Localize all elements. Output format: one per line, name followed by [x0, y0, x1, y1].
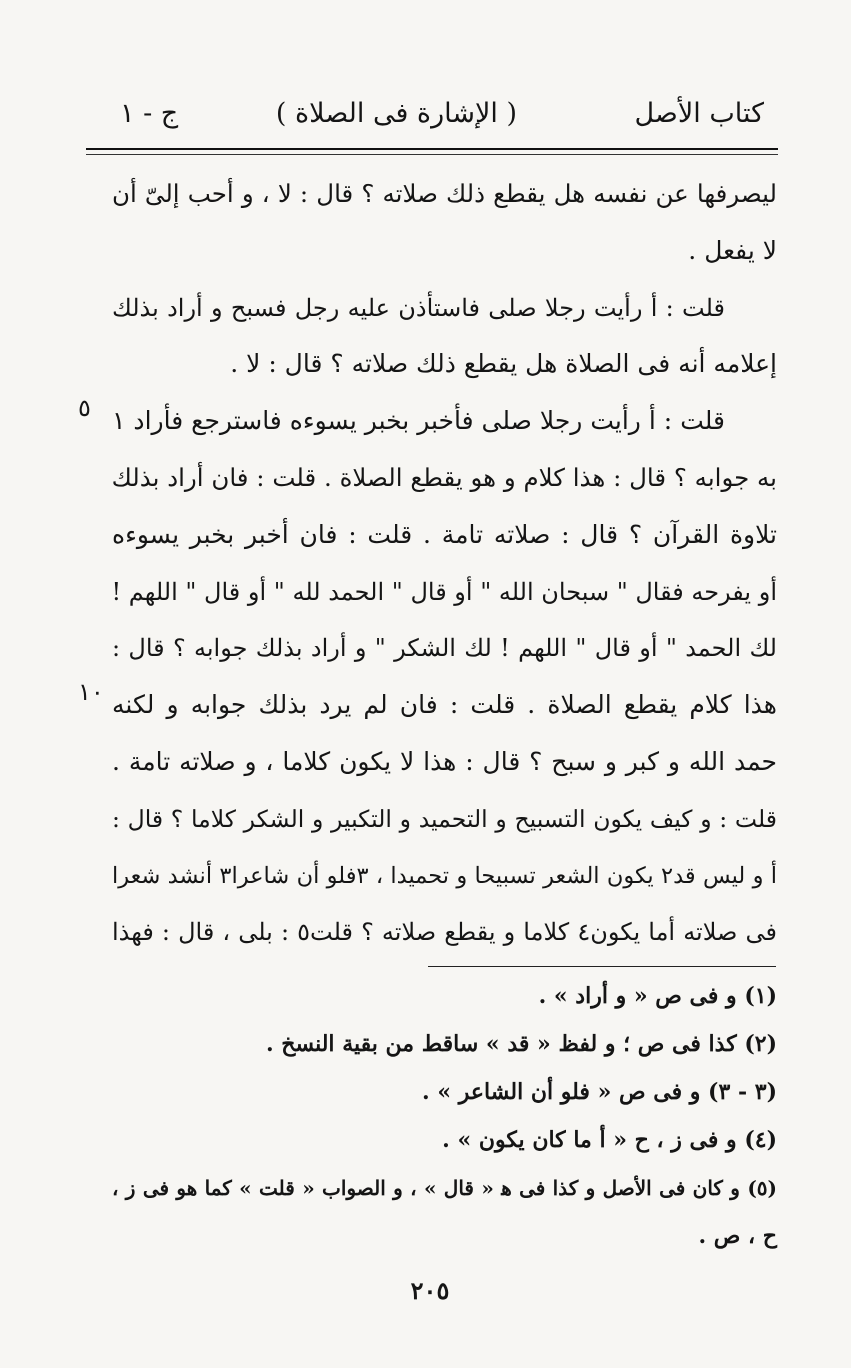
text-line: حمد الله و كبر و سبح ؟ قال : هذا لا يكون كلاما ، و صلاته تامة .: [112, 746, 777, 776]
text-line: به جوابه ؟ قال : هذا كلام و هو يقطع الصلاة . قلت : فان أراد بذلك: [112, 462, 777, 492]
text-line: فى صلاته أما يكون٤ كلاما و يقطع صلاته ؟ قلت٥ : بلى ، قال : فهذا: [112, 918, 777, 947]
book-title: كتاب الأصل: [634, 98, 764, 129]
footnote-continuation: ح ، ص .: [698, 1223, 777, 1249]
text-line: تلاوة القرآن ؟ قال : صلاته تامة . قلت : فان أخبر بخبر يسوءه: [112, 519, 777, 549]
footnote: (١) و فى ص « و أراد » .: [538, 983, 777, 1009]
text-line: ليصرفها عن نفسه هل يقطع ذلك صلاته ؟ قال : لا ، و أحب إلىّ أن: [112, 179, 777, 208]
text-line: قلت : أ رأيت رجلا صلى فأخبر بخبر يسوءه فاسترجع فأراد ١: [112, 406, 725, 436]
footnotes: [112, 972, 777, 1260]
body-text: [112, 166, 777, 961]
text-line: قلت : و كيف يكون التسبيح و التحميد و التكبير و الشكر كلاما ؟ قال :: [112, 804, 777, 833]
text-line: لا يفعل .: [688, 235, 777, 265]
footnote-rule: [428, 966, 776, 967]
line-number-10: ١٠: [78, 678, 104, 706]
footnote: (٣ - ٣) و فى ص « فلو أن الشاعر » .: [422, 1079, 777, 1105]
chapter-title: ( الإشارة فى الصلاة ): [275, 98, 517, 129]
text-line: أو يفرحه فقال " سبحان الله " أو قال " الحمد لله " أو قال " اللهم !: [112, 577, 777, 606]
page-number: ٢٠٥: [410, 1276, 450, 1305]
header-rule-thick: [86, 148, 778, 150]
footnote: (٤) و فى ز ، ح « أ ما كان يكون » .: [442, 1127, 777, 1153]
text-line: إعلامه أنه فى الصلاة هل يقطع ذلك صلاته ؟ قال : لا .: [230, 349, 777, 379]
footnote: (٢) كذا فى ص ؛ و لفظ « قد » ساقط من بقية النسخ .: [265, 1031, 777, 1057]
footnote: (٥) و كان فى الأصل و كذا فى ﻫ « قال » ، و الصواب « قلت » كما هو فى ز ،: [112, 1176, 777, 1200]
running-header: [112, 92, 772, 136]
text-line: قلت : أ رأيت رجلا صلى فاستأذن عليه رجل فسبح و أراد بذلك: [112, 293, 725, 322]
line-number-5: ٥: [78, 394, 91, 422]
volume-label: ج - ١: [120, 98, 179, 129]
header-rule-thin: [86, 154, 778, 155]
text-line: أ و ليس قد٢ يكون الشعر تسبيحا و تحميدا ، ٣فلو أن شاعرا٣ أنشد شعرا: [112, 862, 777, 889]
text-line: هذا كلام يقطع الصلاة . قلت : فان لم يرد بذلك جوابه و لكنه: [112, 690, 777, 720]
text-line: لك الحمد " أو قال " اللهم ! لك الشكر " و أراد بذلك جوابه ؟ قال :: [112, 634, 777, 663]
